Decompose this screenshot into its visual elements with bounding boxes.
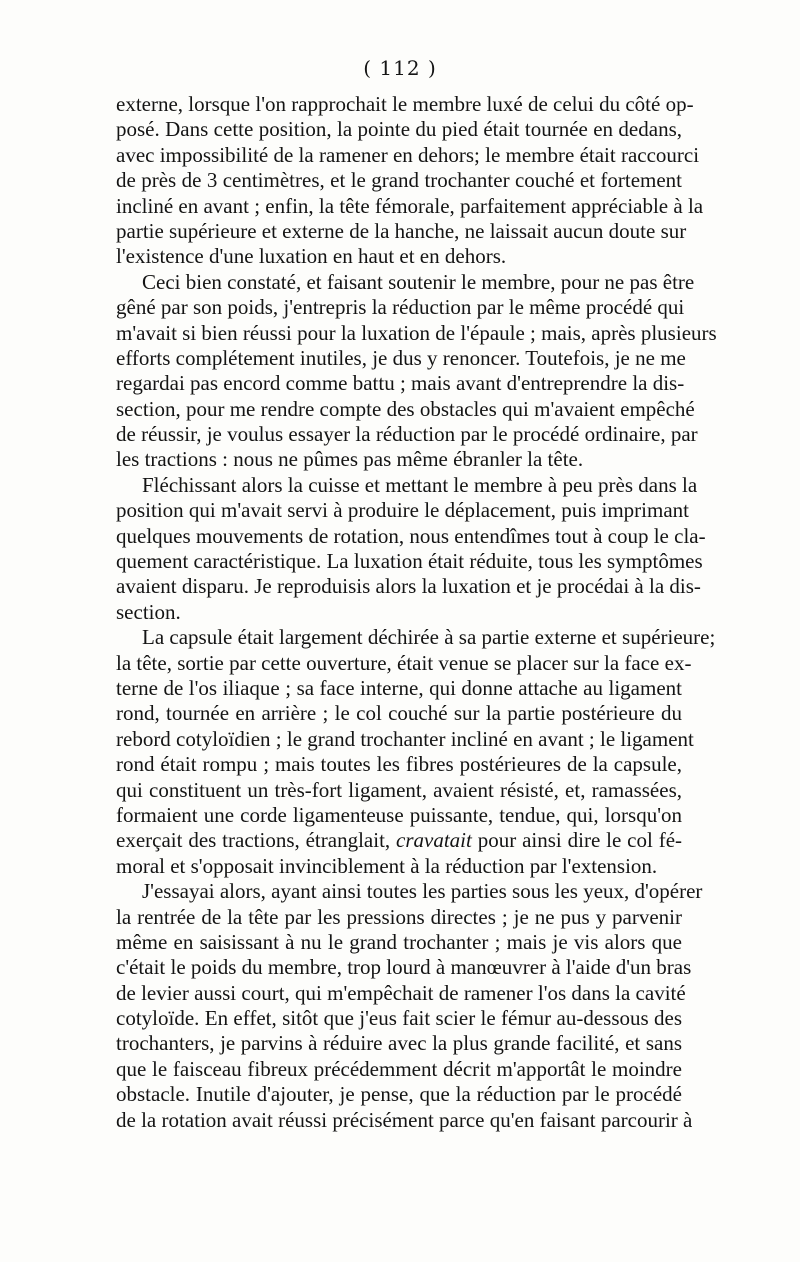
text-line: de levier aussi court, qui m'empêchait de ramener l'os dans la cavité [116, 980, 686, 1005]
text-line: qui constituent un très-fort ligament, avaient résisté, et, ramassées, [116, 777, 682, 802]
text-line: c'était le poids du membre, trop lourd à manœuvrer à l'aide d'un bras [116, 955, 692, 980]
text-line: incliné en avant ; enfin, la tête fémorale, parfaitement appréciable à la [116, 193, 704, 218]
italic-word: cravatait [396, 828, 472, 853]
text-line: section, pour me rendre compte des obstacles qui m'avaient empêché [116, 396, 695, 421]
text-line: rond, tournée en arrière ; le col couché sur la partie postérieure du [116, 701, 682, 726]
text-line: l'existence d'une luxation en haut et en dehors. [116, 244, 507, 269]
text-line: de près de 3 centimètres, et le grand trochanter couché et fortement [116, 168, 682, 193]
text-line: section. [116, 599, 181, 624]
page-number: ( 112 ) [363, 56, 437, 80]
body-text [116, 92, 717, 1133]
text-line: les tractions : nous ne pûmes pas même ébranler la tête. [116, 447, 584, 472]
text-line: rond était rompu ; mais toutes les fibres postérieures de la capsule, [116, 752, 682, 777]
text-line: quelques mouvements de rotation, nous entendîmes tout à coup le cla- [116, 523, 706, 548]
text-line: J'essayai alors, ayant ainsi toutes les parties sous les yeux, d'opérer [142, 879, 703, 904]
text-line: que le faisceau fibreux précédemment décrit m'apportât le moindre [116, 1056, 682, 1081]
text-line: la rentrée de la tête par les pressions directes ; je ne pus y parvenir [116, 904, 682, 929]
text-line: gêné par son poids, j'entrepris la réduction par le même procédé qui [116, 295, 685, 320]
text-line: regardai pas encord comme battu ; mais avant d'entreprendre la dis- [116, 371, 685, 396]
text-line: Fléchissant alors la cuisse et mettant le membre à peu près dans la [142, 472, 698, 497]
text-line: trochanters, je parvins à réduire avec la plus grande facilité, et sans [116, 1031, 682, 1056]
text-line: Ceci bien constaté, et faisant soutenir le membre, pour ne pas être [142, 269, 695, 294]
text-line: exerçait des tractions, étranglait, cravatait pour ainsi dire le col fé- [116, 828, 683, 853]
text-line: m'avait si bien réussi pour la luxation de l'épaule ; mais, après plusieurs [116, 320, 717, 345]
text-line: la tête, sortie par cette ouverture, était venue se placer sur la face ex- [116, 650, 692, 675]
text-line: moral et s'opposait invinciblement à la réduction par l'extension. [116, 853, 658, 878]
text-line: rebord cotyloïdien ; le grand trochanter incliné en avant ; le ligament [116, 726, 694, 751]
text-line: avec impossibilité de la ramener en dehors; le membre était raccourci [116, 142, 700, 167]
text-line: de la rotation avait réussi précisément parce qu'en faisant parcourir à [116, 1107, 693, 1132]
text-line: efforts complétement inutiles, je dus y renoncer. Toutefois, je ne me [116, 345, 686, 370]
text-line: externe, lorsque l'on rapprochait le membre luxé de celui du côté op- [116, 92, 694, 116]
text-line: formaient une corde ligamenteuse puissante, tendue, qui, lorsqu'on [116, 802, 682, 827]
text-line: cotyloïde. En effet, sitôt que j'eus fait scier le fémur au-dessous des [116, 1006, 682, 1031]
text-line: avaient disparu. Je reproduisis alors la luxation et je procédai à la dis- [116, 574, 701, 599]
text-line: partie supérieure et externe de la hanche, ne laissait aucun doute sur [116, 218, 687, 243]
text-line: même en saisissant à nu le grand trochanter ; mais je vis alors que [116, 929, 682, 954]
text-line: position qui m'avait servi à produire le déplacement, puis imprimant [116, 498, 689, 523]
text-line: La capsule était largement déchirée à sa partie externe et supérieure; [142, 625, 716, 650]
text-line: posé. Dans cette position, la pointe du pied était tournée en dedans, [116, 117, 682, 142]
text-line: de réussir, je voulus essayer la réduction par le procédé ordinaire, par [116, 422, 698, 447]
text-line: obstacle. Inutile d'ajouter, je pense, que la réduction par le procédé [116, 1082, 682, 1107]
text-line: terne de l'os iliaque ; sa face interne, qui donne attache au ligament [116, 675, 682, 700]
text-line: quement caractéristique. La luxation était réduite, tous les symptômes [116, 549, 703, 574]
